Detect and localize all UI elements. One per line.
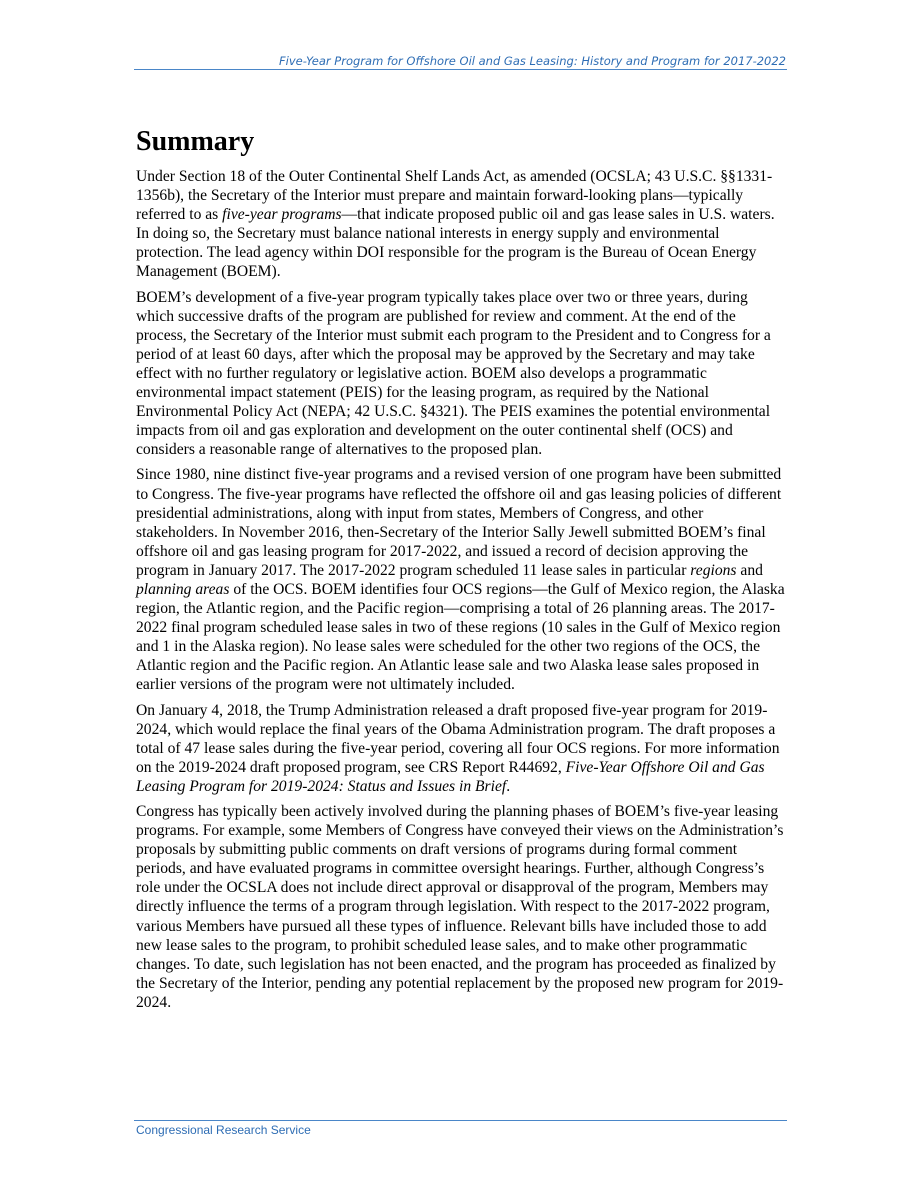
paragraph-1: Under Section 18 of the Outer Continental Shelf Lands Act, as amended (OCSLA; 43 U.S.C. §§1331-1356b), the Secretary of the Interior must prepare and maintain forward-looking plans—typically referred to as five-year programs—that indicate proposed public oil and gas lease sales in U.S. waters. In doing so, the Secretary must balance national interests in energy supply and environmental protection. The lead agency within DOI responsible for the program is the Bureau of Ocean Energy Management (BOEM).	[136, 168, 775, 281]
page-title: Summary	[136, 126, 255, 157]
term-five-year-programs: five-year programs	[222, 206, 342, 224]
paragraph-4: On January 4, 2018, the Trump Administration released a draft proposed five-year program for 2019-2024, which would replace the final years of the Obama Administration program. The draft proposes a total of 47 lease sales during the five-year period, covering all four OCS regions. For more information on the 2019-2024 draft proposed program, see CRS Report R44692, Five-Year Offshore Oil and Gas Leasing Program for 2019-2024: Status and Issues in Brief.	[136, 701, 780, 795]
header-rule	[134, 69, 787, 70]
term-regions: regions	[690, 561, 737, 579]
term-planning-areas: planning areas	[136, 580, 230, 598]
report-title: Five-Year Offshore Oil and Gas Leasing Program for 2019-2024: Status and Issues in Brief	[136, 758, 765, 795]
running-header: Five-Year Program for Offshore Oil and Gas Leasing: History and Program for 2017-2022	[279, 54, 786, 68]
paragraph-3: Since 1980, nine distinct five-year programs and a revised version of one program have been submitted to Congress. The five-year programs have reflected the offshore oil and gas leasing policies of different presidential administrations, along with input from states, Members of Congress, and other stakeholders. In November 2016, then-Secretary of the Interior Sally Jewell submitted BOEM’s final offshore oil and gas leasing program for 2017-2022, and issued a record of decision approving the program in January 2017. The 2017-2022 program scheduled 11 lease sales in particular regions and planning areas of the OCS. BOEM identifies four OCS regions—the Gulf of Mexico region, the Alaska region, the Atlantic region, and the Pacific region—comprising a total of 26 planning areas. The 2017-2022 final program scheduled lease sales in two of these regions (10 sales in the Gulf of Mexico region and 1 in the Alaska region). No lease sales were scheduled for the other two regions of the OCS, the Atlantic region and the Pacific region. An Atlantic lease sale and two Alaska lease sales proposed in earlier versions of the program were not ultimately included.	[136, 466, 785, 694]
footer-rule	[134, 1120, 787, 1121]
paragraph-2: BOEM’s development of a five-year program typically takes place over two or three years, during which successive drafts of the program are published for review and comment. At the end of the process, the Secretary of the Interior must submit each program to the President and to Congress for a period of at least 60 days, after which the proposal may be approved by the Secretary and may take effect with no further regulatory or legislative action. BOEM also develops a programmatic environmental impact statement (PEIS) for the leasing program, as required by the National Environmental Policy Act (NEPA; 42 U.S.C. §4321). The PEIS examines the potential environmental impacts from oil and gas exploration and development on the outer continental shelf (OCS) and considers a reasonable range of alternatives to the proposed plan.	[136, 288, 771, 459]
summary-body	[136, 167, 788, 1018]
paragraph-5: Congress has typically been actively involved during the planning phases of BOEM’s five-year leasing programs. For example, some Members of Congress have conveyed their views on the Administration’s proposals by submitting public comments on draft versions of programs during formal comment periods, and have evaluated programs in committee oversight hearings. Further, although Congress’s role under the OCSLA does not include direct approval or disapproval of the program, Members may directly influence the terms of a program through legislation. With respect to the 2017-2022 program, various Members have pursued all these types of influence. Relevant bills have included those to add new lease sales to the program, to prohibit scheduled lease sales, and to make other programmatic changes. To date, such legislation has not been enacted, and the program has proceeded as finalized by the Secretary of the Interior, pending any potential replacement by the proposed new program for 2019-2024.	[136, 803, 784, 1011]
footer-org: Congressional Research Service	[136, 1123, 311, 1137]
